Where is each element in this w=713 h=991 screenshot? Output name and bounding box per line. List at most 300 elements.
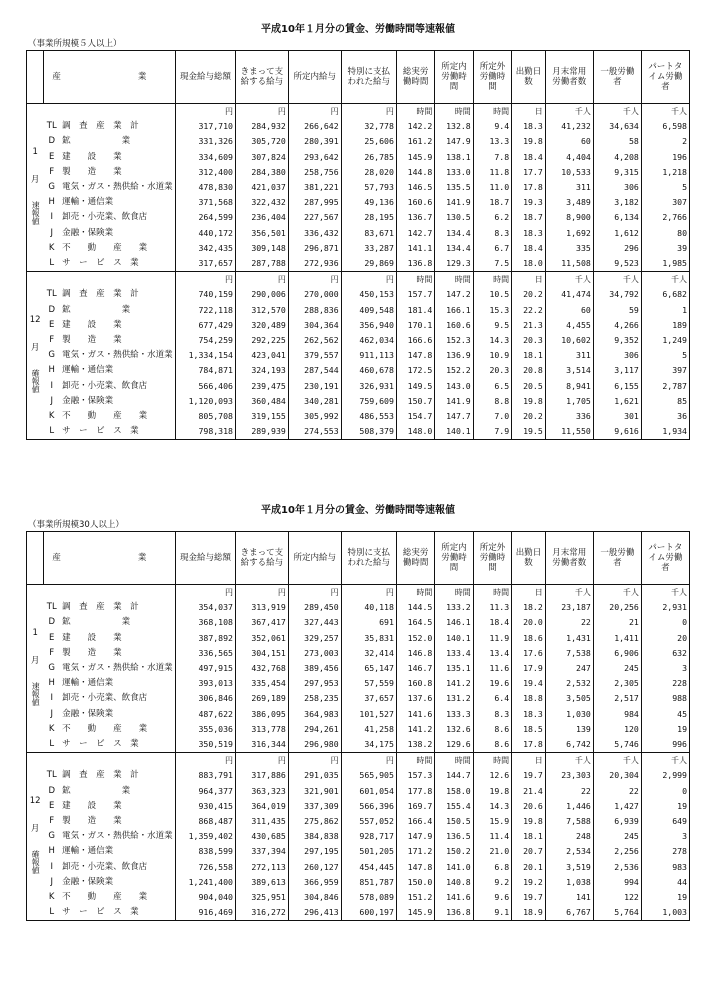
value-cell: 49,136 <box>341 195 396 210</box>
value-cell: 141.2 <box>396 722 434 737</box>
value-cell: 364,983 <box>288 707 341 722</box>
value-cell: 8,900 <box>545 210 593 225</box>
unit-cell: 時間 <box>435 272 473 288</box>
value-cell: 18.4 <box>512 241 546 256</box>
industry-code: D <box>48 304 55 315</box>
table-row <box>27 646 690 661</box>
value-cell: 245 <box>593 661 641 676</box>
value-cell: 138.2 <box>396 737 434 753</box>
unit-cell: 千人 <box>545 585 593 601</box>
value-cell: 166.1 <box>435 303 473 318</box>
statistics-table <box>26 531 690 921</box>
value-cell: 9.1 <box>473 905 511 921</box>
industry-name: 鉱 業 <box>60 303 175 318</box>
value-cell: 557,052 <box>341 814 396 829</box>
unit-cell: 円 <box>288 585 341 601</box>
table-row <box>27 256 690 272</box>
value-cell: 305,992 <box>288 409 341 424</box>
header-total-hours: 総実労働時間 <box>396 51 434 104</box>
table-row <box>27 303 690 318</box>
industry-code: L <box>49 426 55 437</box>
value-cell: 169.7 <box>396 799 434 814</box>
value-cell: 6,767 <box>545 905 593 921</box>
value-cell: 181.4 <box>396 303 434 318</box>
value-cell: 83,671 <box>341 226 396 241</box>
value-cell: 601,054 <box>341 784 396 799</box>
industry-name: 運輸・通信業 <box>60 195 175 210</box>
unit-cell: 時間 <box>435 753 473 769</box>
header-days: 出勤日数 <box>512 532 546 585</box>
value-cell: 340,281 <box>288 394 341 409</box>
value-cell: 7.9 <box>473 424 511 440</box>
value-cell: 37,657 <box>341 691 396 706</box>
value-cell: 8.3 <box>473 226 511 241</box>
value-cell: 360,484 <box>235 394 288 409</box>
value-cell: 152.3 <box>435 333 473 348</box>
value-cell: 39 <box>641 241 689 256</box>
unit-cell: 円 <box>175 753 235 769</box>
value-cell: 155.4 <box>435 799 473 814</box>
value-cell: 6,939 <box>593 814 641 829</box>
value-cell: 262,562 <box>288 333 341 348</box>
value-cell: 306 <box>593 180 641 195</box>
value-cell: 883,791 <box>175 768 235 783</box>
period-status <box>28 850 42 874</box>
value-cell: 726,558 <box>175 860 235 875</box>
value-cell: 988 <box>641 691 689 706</box>
value-cell: 150.5 <box>435 814 473 829</box>
industry-name: 電気・ガス・熱供給・水道業 <box>60 180 175 195</box>
value-cell: 363,323 <box>235 784 288 799</box>
value-cell: 384,838 <box>288 829 341 844</box>
value-cell: 236,404 <box>235 210 288 225</box>
value-cell: 132.8 <box>435 119 473 134</box>
unit-cell: 日 <box>512 585 546 601</box>
value-cell: 691 <box>341 615 396 630</box>
header-industry: 産 業 <box>43 532 175 585</box>
value-cell: 20.3 <box>512 333 546 348</box>
unit-cell: 円 <box>288 753 341 769</box>
value-cell: 996 <box>641 737 689 753</box>
unit-cell: 日 <box>512 272 546 288</box>
value-cell: 23,303 <box>545 768 593 783</box>
value-cell: 18.9 <box>512 905 546 921</box>
value-cell: 19 <box>641 722 689 737</box>
value-cell: 9,616 <box>593 424 641 440</box>
industry-code: J <box>50 876 53 887</box>
industry-code: F <box>49 335 55 346</box>
value-cell: 350,519 <box>175 737 235 753</box>
value-cell: 304,846 <box>288 890 341 905</box>
value-cell: 287,544 <box>288 363 341 378</box>
value-cell: 151.2 <box>396 890 434 905</box>
value-cell: 21.0 <box>473 844 511 859</box>
value-cell: 171.2 <box>396 844 434 859</box>
value-cell: 306 <box>593 348 641 363</box>
value-cell: 160.6 <box>396 195 434 210</box>
industry-name: 電気・ガス・熱供給・水道業 <box>60 829 175 844</box>
value-cell: 150.7 <box>396 394 434 409</box>
value-cell: 2,766 <box>641 210 689 225</box>
value-cell: 327,443 <box>288 615 341 630</box>
unit-cell: 日 <box>512 104 546 120</box>
value-cell: 19.2 <box>512 875 546 890</box>
value-cell: 409,548 <box>341 303 396 318</box>
value-cell: 17.9 <box>512 661 546 676</box>
header-overtime-hours: 所定外労働時間 <box>473 51 511 104</box>
value-cell: 160.8 <box>396 676 434 691</box>
value-cell: 1,218 <box>641 165 689 180</box>
value-cell: 1,359,402 <box>175 829 235 844</box>
unit-cell: 円 <box>341 272 396 288</box>
value-cell: 20.6 <box>512 799 546 814</box>
value-cell: 230,191 <box>288 379 341 394</box>
value-cell: 172.5 <box>396 363 434 378</box>
value-cell: 136.8 <box>396 256 434 272</box>
value-cell: 157.3 <box>396 768 434 783</box>
value-cell: 389,456 <box>288 661 341 676</box>
value-cell: 311 <box>545 180 593 195</box>
value-cell: 140.1 <box>435 631 473 646</box>
table-row <box>27 631 690 646</box>
value-cell: 294,261 <box>288 722 341 737</box>
table-row <box>27 226 690 241</box>
value-cell: 272,113 <box>235 860 288 875</box>
unit-cell: 千人 <box>641 585 689 601</box>
table-row <box>27 424 690 440</box>
value-cell: 1,334,154 <box>175 348 235 363</box>
value-cell: 10.5 <box>473 287 511 302</box>
value-cell: 6.5 <box>473 379 511 394</box>
table-row <box>27 676 690 691</box>
value-cell: 132.6 <box>435 722 473 737</box>
industry-code: L <box>49 258 55 269</box>
value-cell: 18.1 <box>512 829 546 844</box>
table-row <box>27 287 690 302</box>
value-cell: 7.0 <box>473 409 511 424</box>
value-cell: 19.5 <box>512 424 546 440</box>
header-fixed-wage: きまって支給する給与 <box>235 51 288 104</box>
industry-name: サ ー ビ ス 業 <box>60 424 175 440</box>
industry-code: E <box>49 800 55 811</box>
unit-cell: 日 <box>512 753 546 769</box>
value-cell: 486,553 <box>341 409 396 424</box>
header-special-wage: 特別に支払われた給与 <box>341 51 396 104</box>
value-cell: 22 <box>593 784 641 799</box>
unit-cell: 時間 <box>396 585 434 601</box>
value-cell: 6.4 <box>473 691 511 706</box>
value-cell: 161.2 <box>396 134 434 149</box>
industry-code: TL <box>46 289 57 300</box>
table-row <box>27 363 690 378</box>
industry-name: 建 設 業 <box>60 318 175 333</box>
value-cell: 386,095 <box>235 707 288 722</box>
value-cell: 6,155 <box>593 379 641 394</box>
value-cell: 20.2 <box>512 409 546 424</box>
table-header <box>27 532 690 585</box>
value-cell: 0 <box>641 615 689 630</box>
value-cell: 272,936 <box>288 256 341 272</box>
value-cell: 10.9 <box>473 348 511 363</box>
value-cell: 838,599 <box>175 844 235 859</box>
value-cell: 460,678 <box>341 363 396 378</box>
industry-code: G <box>48 831 56 842</box>
period-month-suffix: 月 <box>30 175 40 186</box>
value-cell: 1,692 <box>545 226 593 241</box>
value-cell: 20,304 <box>593 768 641 783</box>
header-regular-workers: 月末常用労働者数 <box>545 532 593 585</box>
value-cell: 157.7 <box>396 287 434 302</box>
value-cell: 11.4 <box>473 829 511 844</box>
header-scheduled-wage: 所定内給与 <box>288 51 341 104</box>
value-cell: 497,915 <box>175 661 235 676</box>
value-cell: 355,036 <box>175 722 235 737</box>
header-overtime-hours: 所定外労働時間 <box>473 532 511 585</box>
value-cell: 297,953 <box>288 676 341 691</box>
unit-cell: 円 <box>235 272 288 288</box>
header-total-hours: 総実労働時間 <box>396 532 434 585</box>
value-cell: 10,533 <box>545 165 593 180</box>
value-cell: 18.4 <box>512 150 546 165</box>
industry-name: 不 動 産 業 <box>60 890 175 905</box>
value-cell: 288,836 <box>288 303 341 318</box>
industry-code: G <box>48 663 56 674</box>
value-cell: 85 <box>641 394 689 409</box>
value-cell: 260,127 <box>288 860 341 875</box>
table-row <box>27 134 690 149</box>
industry-name: 卸売・小売業、飲食店 <box>60 210 175 225</box>
table-row <box>27 119 690 134</box>
table-row <box>27 600 690 615</box>
industry-name: 調 査 産 業 計 <box>60 600 175 615</box>
value-cell: 306,846 <box>175 691 235 706</box>
value-cell: 296,871 <box>288 241 341 256</box>
value-cell: 566,396 <box>341 799 396 814</box>
value-cell: 18.6 <box>512 631 546 646</box>
value-cell: 146.7 <box>396 661 434 676</box>
unit-cell: 千人 <box>545 753 593 769</box>
industry-code: H <box>48 846 55 857</box>
value-cell: 11.0 <box>473 180 511 195</box>
value-cell: 141.9 <box>435 195 473 210</box>
table-row <box>27 318 690 333</box>
value-cell: 337,309 <box>288 799 341 814</box>
value-cell: 120 <box>593 722 641 737</box>
value-cell: 141.6 <box>396 707 434 722</box>
value-cell: 3,505 <box>545 691 593 706</box>
value-cell: 19.8 <box>512 394 546 409</box>
value-cell: 3,514 <box>545 363 593 378</box>
value-cell: 60 <box>545 134 593 149</box>
table-row <box>27 768 690 783</box>
unit-cell: 円 <box>235 585 288 601</box>
value-cell: 152.2 <box>435 363 473 378</box>
value-cell: 356,940 <box>341 318 396 333</box>
unit-cell: 千人 <box>545 104 593 120</box>
value-cell: 2,787 <box>641 379 689 394</box>
value-cell: 2,305 <box>593 676 641 691</box>
value-cell: 146.8 <box>396 646 434 661</box>
value-cell: 397 <box>641 363 689 378</box>
value-cell: 297,195 <box>288 844 341 859</box>
header-regular-workers: 月末常用労働者数 <box>545 51 593 104</box>
header-part-time: パートタイム労働者 <box>641 532 689 585</box>
value-cell: 65,147 <box>341 661 396 676</box>
value-cell: 146.5 <box>396 180 434 195</box>
industry-name: 金融・保険業 <box>60 707 175 722</box>
value-cell: 150.2 <box>435 844 473 859</box>
industry-code: I <box>50 861 53 872</box>
value-cell: 17.8 <box>512 737 546 753</box>
value-cell: 334,609 <box>175 150 235 165</box>
value-cell: 26,785 <box>341 150 396 165</box>
value-cell: 19.6 <box>473 676 511 691</box>
value-cell: 135.5 <box>435 180 473 195</box>
industry-name: 製 造 業 <box>60 333 175 348</box>
unit-cell: 時間 <box>435 104 473 120</box>
value-cell: 22.2 <box>512 303 546 318</box>
value-cell: 134.4 <box>435 241 473 256</box>
value-cell: 649 <box>641 814 689 829</box>
value-cell: 11.9 <box>473 631 511 646</box>
unit-row <box>27 585 690 601</box>
value-cell: 34,634 <box>593 119 641 134</box>
table-row <box>27 195 690 210</box>
value-cell: 122 <box>593 890 641 905</box>
value-cell: 9,523 <box>593 256 641 272</box>
value-cell: 6,906 <box>593 646 641 661</box>
unit-cell: 千人 <box>593 272 641 288</box>
unit-cell: 時間 <box>435 585 473 601</box>
value-cell: 1,411 <box>593 631 641 646</box>
unit-cell: 円 <box>288 272 341 288</box>
value-cell: 136.8 <box>435 905 473 921</box>
industry-code: I <box>50 380 53 391</box>
value-cell: 147.9 <box>435 134 473 149</box>
header-special-wage: 特別に支払われた給与 <box>341 532 396 585</box>
table-row <box>27 379 690 394</box>
unit-cell: 千人 <box>641 104 689 120</box>
value-cell: 7,538 <box>545 646 593 661</box>
period-month: 12 <box>29 796 41 807</box>
industry-name: 建 設 業 <box>60 150 175 165</box>
period-month-suffix: 月 <box>30 343 40 354</box>
value-cell: 18.7 <box>473 195 511 210</box>
value-cell: 3,182 <box>593 195 641 210</box>
industry-code: E <box>49 319 55 330</box>
value-cell: 20.7 <box>512 844 546 859</box>
industry-name: 電気・ガス・熱供給・水道業 <box>60 661 175 676</box>
value-cell: 245 <box>593 829 641 844</box>
value-cell: 1,705 <box>545 394 593 409</box>
unit-cell: 円 <box>175 585 235 601</box>
value-cell: 247 <box>545 661 593 676</box>
value-cell: 147.7 <box>435 409 473 424</box>
value-cell: 754,259 <box>175 333 235 348</box>
industry-code: H <box>48 197 55 208</box>
value-cell: 450,153 <box>341 287 396 302</box>
value-cell: 292,225 <box>235 333 288 348</box>
value-cell: 336,565 <box>175 646 235 661</box>
table-row <box>27 333 690 348</box>
period-status-text: 速報値 <box>31 201 41 226</box>
industry-name: サ ー ビ ス 業 <box>60 737 175 753</box>
unit-cell: 千人 <box>641 753 689 769</box>
value-cell: 20.5 <box>512 379 546 394</box>
industry-code: F <box>49 647 55 658</box>
value-cell: 264,599 <box>175 210 235 225</box>
value-cell: 677,429 <box>175 318 235 333</box>
unit-cell: 時間 <box>473 272 511 288</box>
unit-cell: 円 <box>175 272 235 288</box>
value-cell: 154.7 <box>396 409 434 424</box>
unit-row <box>27 753 690 769</box>
value-cell: 44 <box>641 875 689 890</box>
industry-name: 不 動 産 業 <box>60 409 175 424</box>
value-cell: 141.0 <box>435 860 473 875</box>
value-cell: 248 <box>545 829 593 844</box>
period-label <box>27 753 44 921</box>
value-cell: 133.0 <box>435 165 473 180</box>
value-cell: 23,187 <box>545 600 593 615</box>
value-cell: 152.0 <box>396 631 434 646</box>
industry-name: 建 設 業 <box>60 799 175 814</box>
value-cell: 5,746 <box>593 737 641 753</box>
unit-cell: 円 <box>235 104 288 120</box>
value-cell: 352,061 <box>235 631 288 646</box>
value-cell: 1,030 <box>545 707 593 722</box>
value-cell: 4,266 <box>593 318 641 333</box>
value-cell: 170.1 <box>396 318 434 333</box>
value-cell: 430,685 <box>235 829 288 844</box>
value-cell: 1,446 <box>545 799 593 814</box>
period-status <box>28 369 42 393</box>
period-label <box>27 104 44 272</box>
industry-code: F <box>49 816 55 827</box>
value-cell: 983 <box>641 860 689 875</box>
value-cell: 296,413 <box>288 905 341 921</box>
industry-name: 鉱 業 <box>60 134 175 149</box>
value-cell: 2,532 <box>545 676 593 691</box>
value-cell: 141.2 <box>435 676 473 691</box>
value-cell: 8.3 <box>473 707 511 722</box>
value-cell: 18.1 <box>512 348 546 363</box>
value-cell: 1,241,400 <box>175 875 235 890</box>
value-cell: 578,089 <box>341 890 396 905</box>
statistics-table <box>26 50 690 440</box>
value-cell: 9.2 <box>473 875 511 890</box>
value-cell: 18.3 <box>512 707 546 722</box>
value-cell: 291,035 <box>288 768 341 783</box>
table-row <box>27 210 690 225</box>
value-cell: 478,830 <box>175 180 235 195</box>
industry-code: H <box>48 365 55 376</box>
unit-cell: 時間 <box>473 753 511 769</box>
value-cell: 239,475 <box>235 379 288 394</box>
value-cell: 45 <box>641 707 689 722</box>
period-label <box>27 585 44 753</box>
industry-name: 電気・ガス・熱供給・水道業 <box>60 348 175 363</box>
unit-cell: 円 <box>341 753 396 769</box>
value-cell: 462,034 <box>341 333 396 348</box>
value-cell: 301 <box>593 409 641 424</box>
value-cell: 566,406 <box>175 379 235 394</box>
industry-code: D <box>48 785 55 796</box>
value-cell: 964,377 <box>175 784 235 799</box>
value-cell: 19.7 <box>512 890 546 905</box>
industry-name: 調 査 産 業 計 <box>60 287 175 302</box>
value-cell: 139 <box>545 722 593 737</box>
